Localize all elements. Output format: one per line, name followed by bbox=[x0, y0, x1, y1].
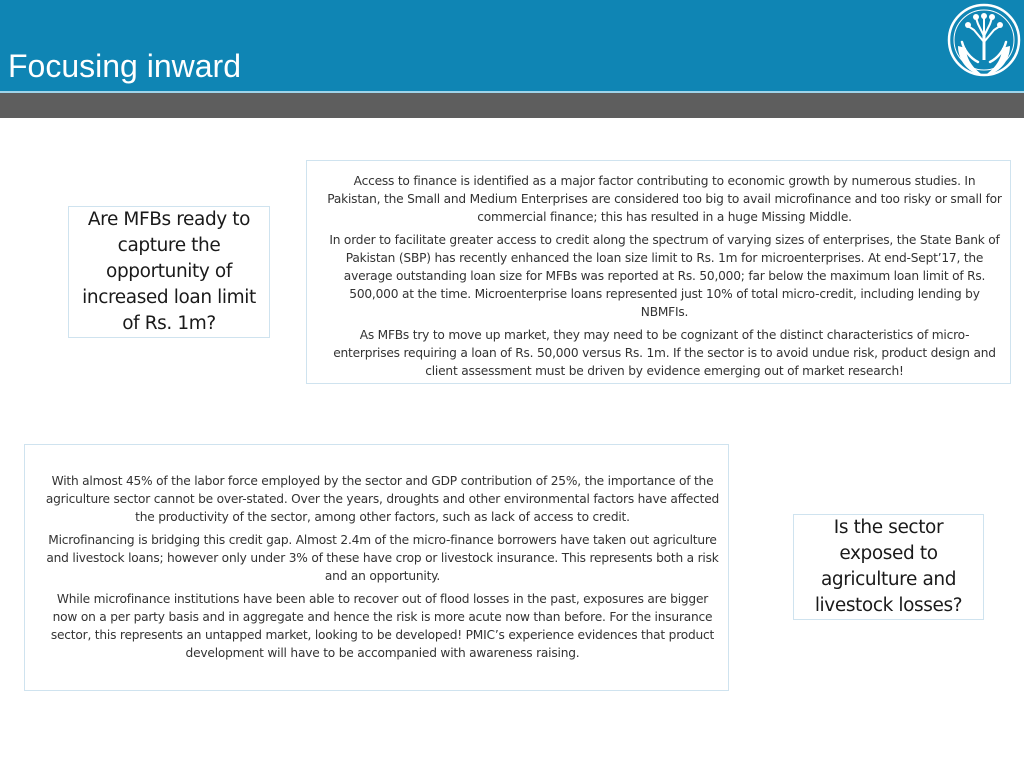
paragraph-access-to-finance: Access to finance is identified as a major factor contributing to economic growth by numerous studies. In Pakistan, the Small and Medium Enterprises are considered too big to avail microfinance and too risky or small for commercial finance; this has resulted in a huge Missing Middle. bbox=[327, 174, 1002, 224]
paragraph-loan-limit: In order to facilitate greater access to credit along the spectrum of varying sizes of enterprises, the State Bank of Pakistan (SBP) has recently enhanced the loan size limit to Rs. 1m for microenterprises. At end-Sept’17, the average outstanding loan size for MFBs was reported at Rs. 50,000; far below the maximum loan limit of Rs. 500,000 at the time. Microenterprise loans represented just 10% of total micro-credit, including lending by NBMFIs. bbox=[329, 233, 1000, 319]
tree-in-hands-logo-icon bbox=[946, 2, 1022, 86]
question-box-agriculture bbox=[793, 514, 984, 620]
header-bar bbox=[0, 0, 1024, 91]
paragraph-move-up-market: As MFBs try to move up market, they may need to be cognizant of the distinct characteristics of micro-enterprises requiring a loan of Rs. 50,000 versus Rs. 1m. If the sector is to avoid undue risk, product design and client assessment must be driven by evidence emerging out of market research! bbox=[333, 328, 996, 378]
question-agriculture-text: Is the sector exposed to agriculture and livestock losses? bbox=[814, 517, 963, 616]
paragraph-agriculture-importance: With almost 45% of the labor force employed by the sector and GDP contribution of 25%, the importance of the agriculture sector cannot be over-stated. Over the years, droughts and other environmental factors have affected the productivity of the sector, among other factors, such as lack of access to credit. bbox=[45, 474, 720, 524]
text-panel-agriculture bbox=[24, 444, 729, 691]
text-panel-mfb bbox=[306, 160, 1011, 384]
question-mfb-text: Are MFBs ready to capture the opportunity of increased loan limit of Rs. 1m? bbox=[82, 209, 256, 334]
question-box-mfb bbox=[68, 206, 270, 338]
paragraph-credit-gap: Microfinancing is bridging this credit gap. Almost 2.4m of the micro-finance borrowers have taken out agriculture and livestock loans; however only under 3% of these have crop or livestock insurance. This represents both a risk and an opportunity. bbox=[46, 533, 719, 583]
paragraph-flood-losses: While microfinance institutions have been able to recover out of flood losses in the past, exposures are bigger now on a per party basis and in aggregate and hence the risk is more acute now than before. For the insurance sector, this represents an untapped market, looking to be developed! PMIC’s experience evidences that product development will have to be accompanied with awareness raising. bbox=[50, 592, 715, 660]
header-gray-band bbox=[0, 93, 1024, 118]
page-title: Focusing inward bbox=[8, 48, 241, 84]
